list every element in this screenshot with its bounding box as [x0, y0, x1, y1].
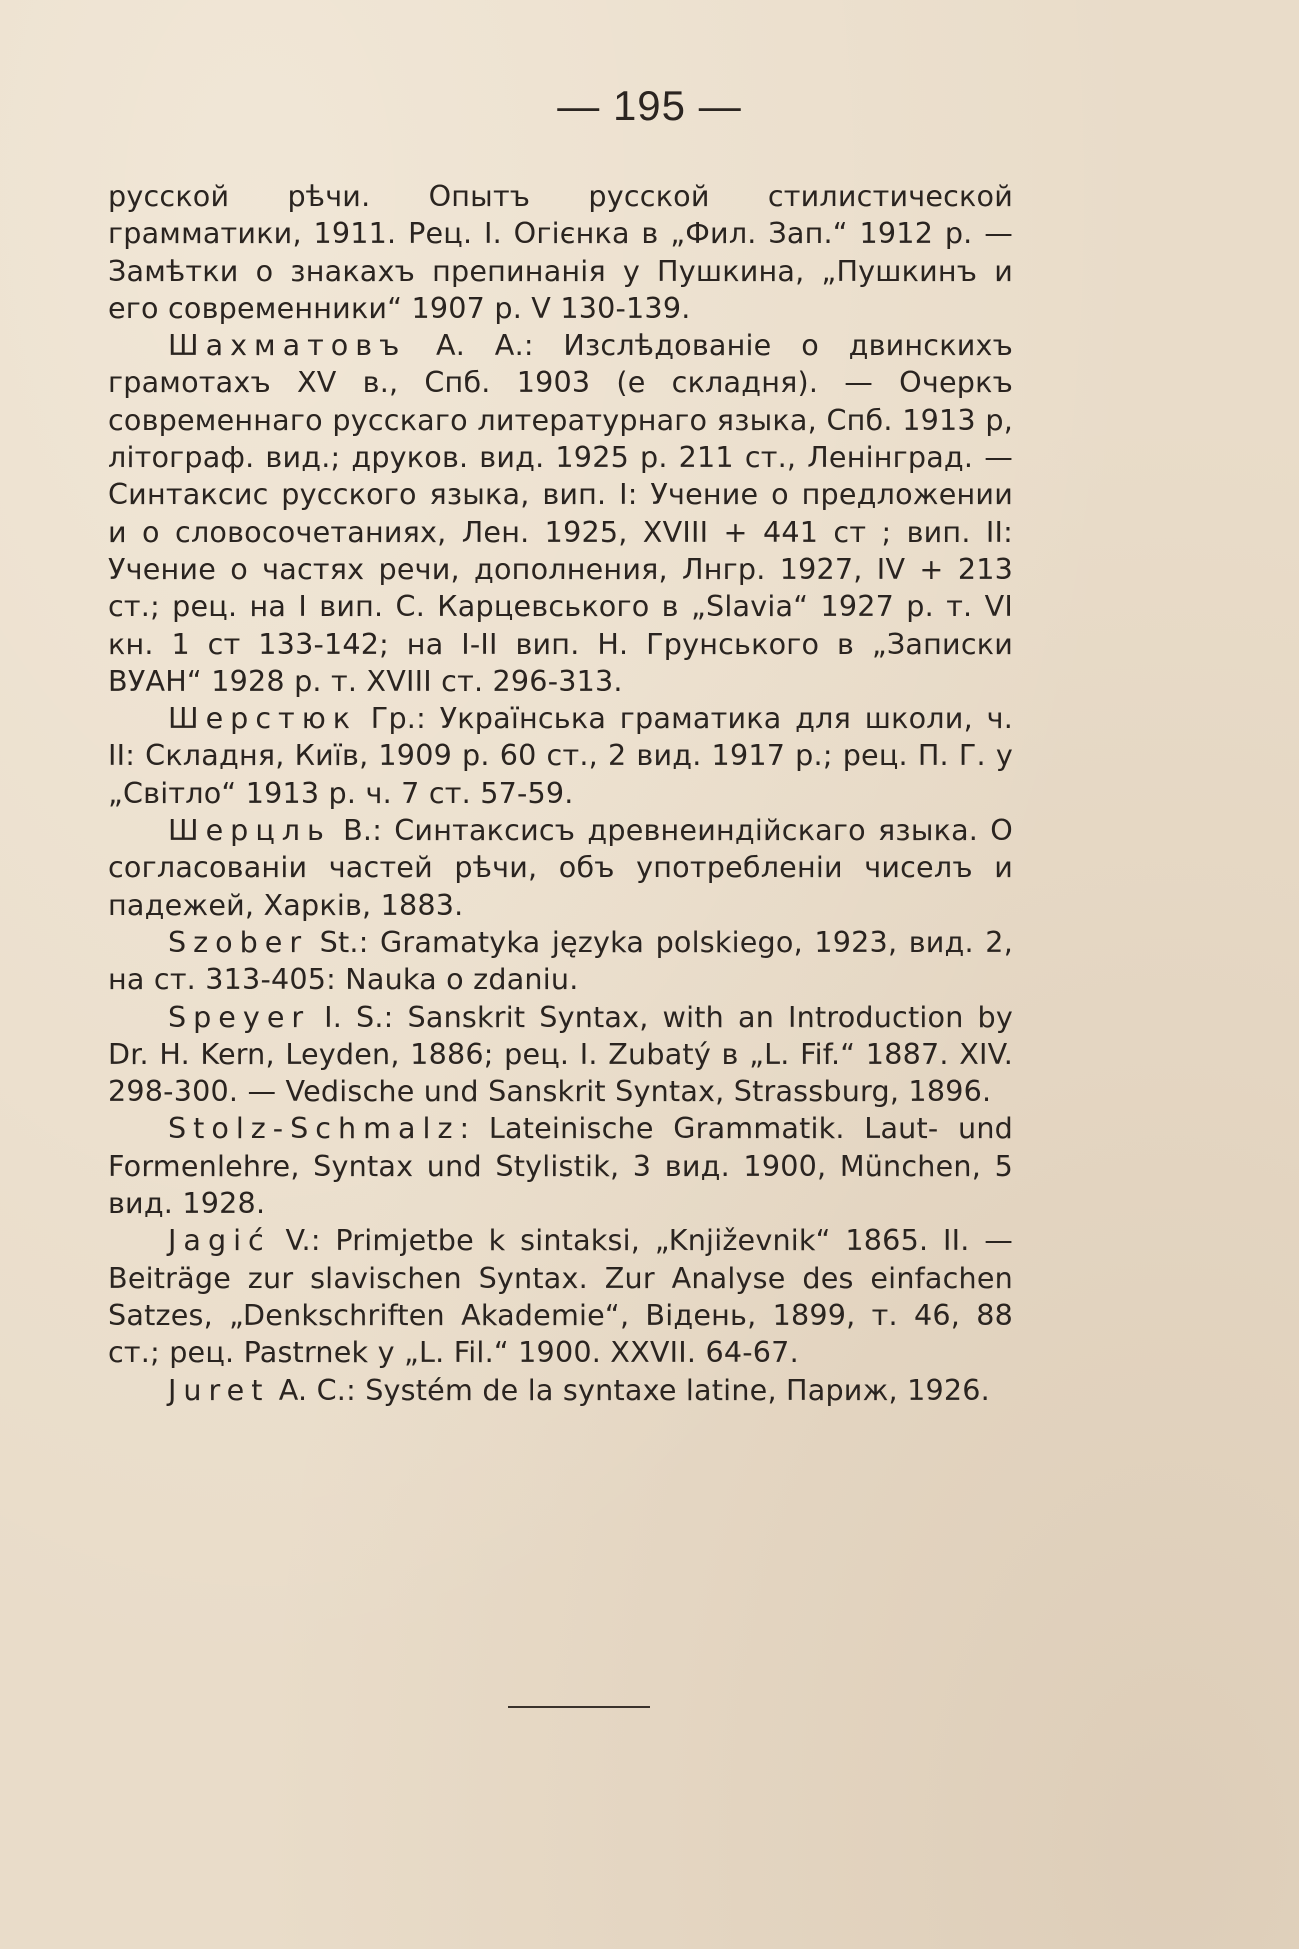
entry-author: Шерстюк	[168, 701, 358, 736]
entry-text: Гр.: Українська граматика для школи, ч. II: Складня, Київ, 1909 р. 60 ст., 2 вид. 1917 р.; рец. П. Г. у „Світло“ 1913 р. ч. 7 ст. 57-59.	[108, 701, 1013, 810]
bibliography-entry	[108, 327, 1013, 700]
entry-author: Speyer	[168, 999, 311, 1034]
entry-text: V.: Primjetbe k sintaksi, „Književnik“ 1865. II. — Beiträge zur slavischen Syntax. Zur Analyse des einfachen Satzes, „Denkschriften Akademie“, Відень, 1899, т. 46, 88 ст.; рец. Pastrnek у „L. Fil.“ 1900. XXVII. 64-67.	[108, 1223, 1013, 1370]
bibliography-entry	[108, 924, 1013, 999]
entry-author: Szober	[168, 924, 309, 959]
end-rule	[508, 1706, 650, 1708]
entry-author: Stolz-Schmalz	[168, 1111, 460, 1146]
entry-text: St.: Gramatyka języka polskiego, 1923, вид. 2, на ст. 313-405: Nauka o zdaniu.	[108, 924, 1013, 997]
bibliography-entry	[108, 1110, 1013, 1222]
entry-text: русской рѣчи. Опытъ русской стилистической грамматики, 1911. Рец. I. Огієнка в „Фил. Зап.“ 1912 р. — Замѣтки о знакахъ препинанія у Пушкина, „Пушкинъ и его современники“ 1907 р. V 130-139.	[108, 179, 1013, 325]
bibliography-entry-continued	[108, 178, 1013, 327]
bibliography-entry	[108, 700, 1013, 812]
entry-author: Шахматовъ	[168, 328, 407, 363]
entry-author: Juret	[168, 1372, 270, 1407]
entry-author: Jagić	[168, 1223, 271, 1258]
bibliography-list	[108, 178, 1013, 1409]
entry-text: А. А.: Изслѣдованіе о двинскихъ грамотахъ XV в., Спб. 1903 (е складня). — Очеркъ современнаго русскаго литературнаго языка, Спб. 1913 р, літограф. вид.; друков. вид. 1925 р. 211 ст., Ленінград. — Синтаксис русского языка, вип. I: Учение о предложении и о словосочетаниях, Лен. 1925, XVIII + 441 ст ; вип. II: Учение о частях речи, дополнения, Лнгр. 1927, IV + 213 ст.; рец. на I вип. С. Карцевського в „Slavia“ 1927 р. т. VI кн. 1 ст 133-142; на I-II вип. Н. Грунського в „Записки ВУАН“ 1928 р. т. XVIII ст. 296-313.	[108, 328, 1013, 698]
bibliography-entry	[108, 1222, 1013, 1371]
page-number: — 195 —	[557, 82, 742, 129]
entry-text: : Lateinische Grammatik. Laut- und Formenlehre, Syntax und Stylistik, 3 вид. 1900, München, 5 вид. 1928.	[108, 1111, 1013, 1221]
bibliography-entry	[108, 999, 1013, 1111]
bibliography-entry	[108, 1372, 1013, 1409]
entry-author: Шерцль	[168, 813, 331, 848]
entry-text: В.: Синтаксисъ древнеиндійскаго языка. О согласованіи частей рѣчи, объ употребленіи чиселъ и падежей, Харків, 1883.	[108, 813, 1013, 922]
entry-text: I. S.: Sanskrit Syntax, with an Introduction by Dr. H. Kern, Leyden, 1886; рец. I. Zubatý в „L. Fif.“ 1887. XIV. 298-300. — Vedische und Sanskrit Syntax, Strassburg, 1896.	[108, 999, 1013, 1109]
entry-text: A. C.: Systém de la syntaxe latine, Париж, 1926.	[269, 1372, 990, 1407]
bibliography-entry	[108, 812, 1013, 924]
